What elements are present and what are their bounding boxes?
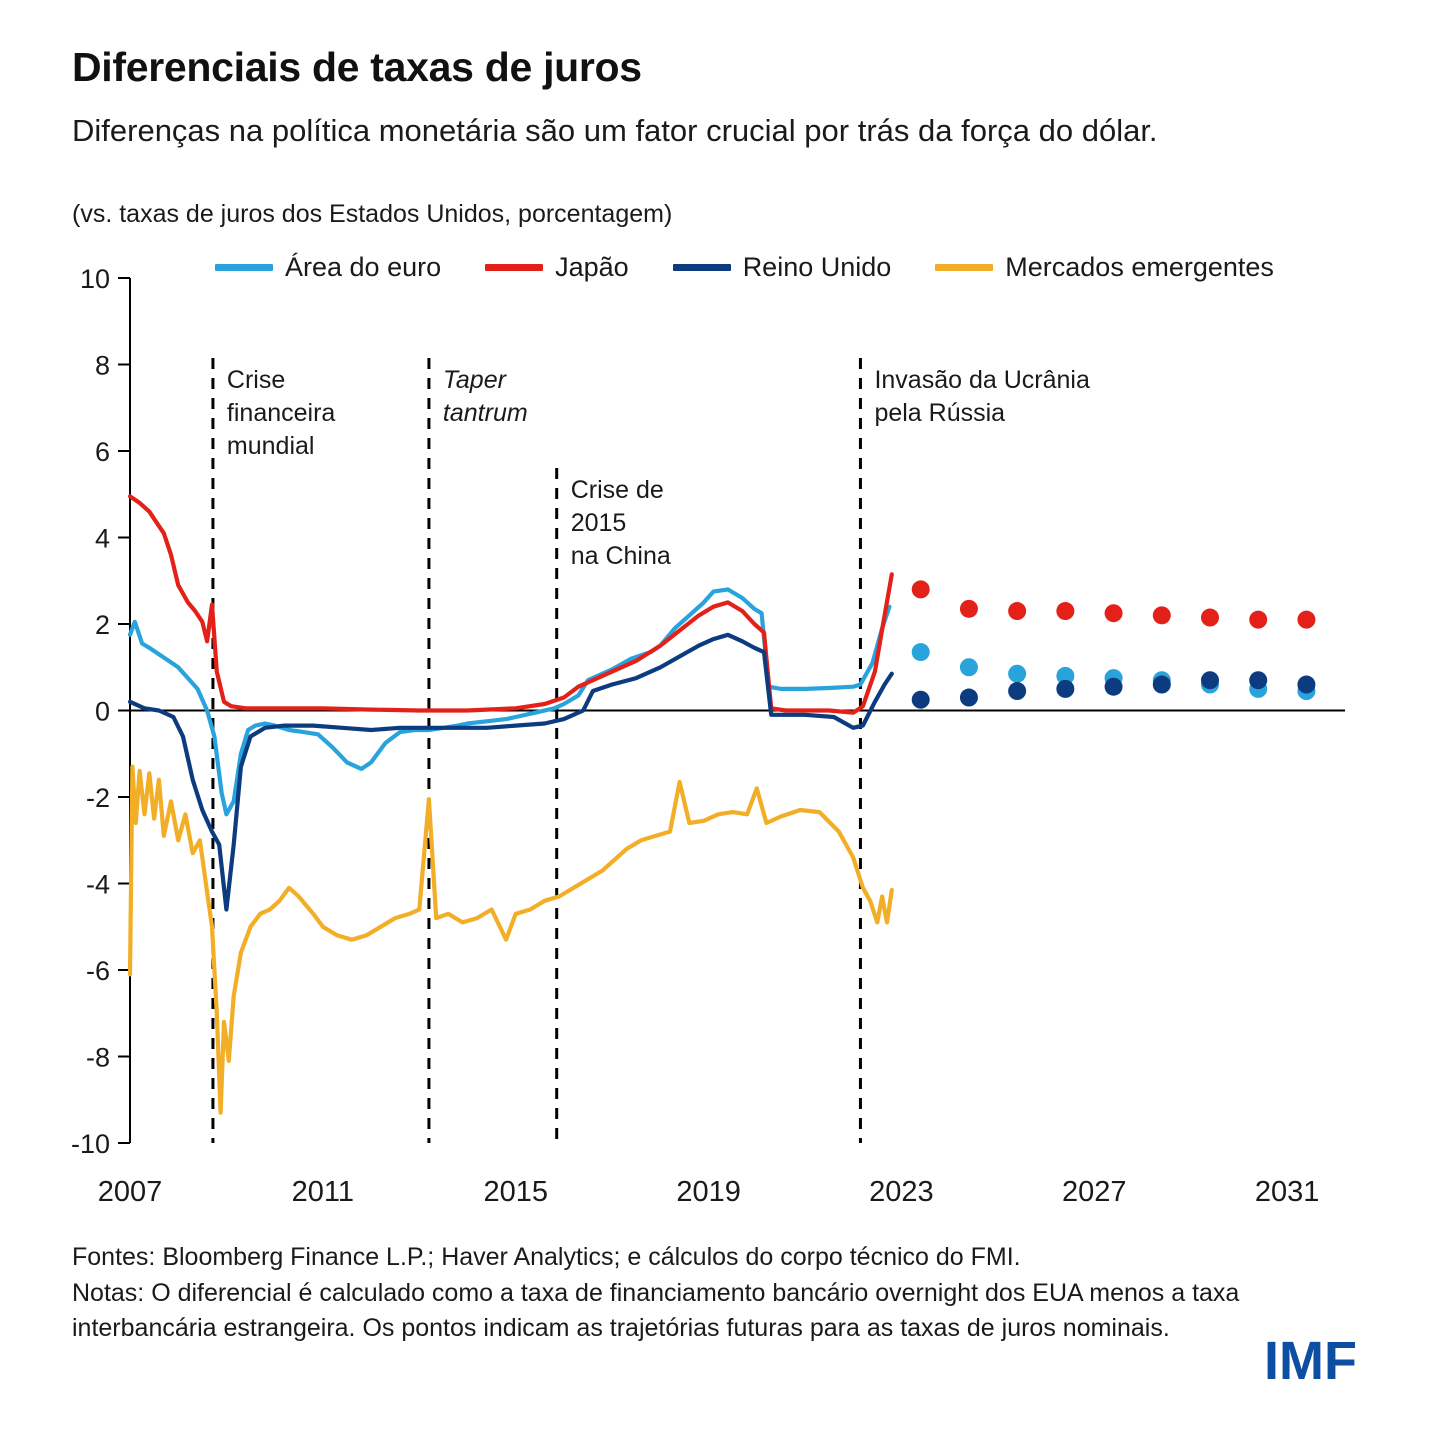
y-tick-label: -10 [70, 1129, 110, 1159]
x-tick-label: 2019 [676, 1176, 741, 1208]
x-tick-label: 2027 [1062, 1176, 1127, 1208]
footnote-notes: Notas: O diferencial é calculado como a taxa de financiamento bancário overnight dos EUA menos a taxa interbancária estrangeira. Os pontos indicam as trajetórias futuras para as taxas de juros nominais. [72, 1278, 1240, 1342]
forecast-dot [960, 689, 978, 707]
forecast-dot [1153, 606, 1171, 624]
imf-logo: IMF [1264, 1331, 1357, 1391]
y-tick-label: 8 [94, 350, 110, 381]
y-tick-label: 6 [94, 437, 110, 467]
event-markers [213, 358, 861, 1143]
forecast-dot [1056, 602, 1074, 620]
series-lines [130, 496, 892, 1112]
forecast-dot [1297, 611, 1315, 629]
y-tick-label: -8 [85, 1042, 110, 1073]
annotation-china2015: na China [570, 542, 671, 570]
forecast-dot [912, 643, 930, 661]
forecast-dot [1008, 665, 1026, 683]
series-line-mercados-emergentes [130, 767, 892, 1113]
x-tick-label: 2031 [1254, 1176, 1320, 1208]
y-tick-label: 4 [94, 523, 110, 554]
forecast-dot [1249, 671, 1267, 689]
annotation-ukraine: pela Rússia [874, 399, 1006, 427]
forecast-dot [1249, 680, 1267, 698]
forecast-dot [1153, 671, 1171, 689]
legend-item-euro-area[interactable] [215, 252, 441, 283]
forecast-dot [1201, 676, 1219, 694]
annotation-ukraine: Invasão da Ucrânia [874, 366, 1090, 394]
forecast-dot [960, 658, 978, 676]
legend-label-japan: Japão [555, 252, 629, 282]
y-tick-label: 10 [79, 264, 110, 294]
forecast-dot [1201, 609, 1219, 627]
forecast-dot [1056, 680, 1074, 698]
legend-label-emerging: Mercados emergentes [1005, 252, 1274, 282]
page-title: Diferenciais de taxas de juros [72, 44, 642, 90]
legend-item-uk[interactable] [673, 252, 892, 283]
forecast-dot [1105, 678, 1123, 696]
legend-label-euro-area: Área do euro [285, 252, 442, 282]
series-line-reino-unido [130, 635, 892, 910]
legend-swatch-uk [673, 264, 731, 271]
legend-label-uk: Reino Unido [742, 252, 892, 282]
forecast-dot [1153, 676, 1171, 694]
page-subtitle: Diferenças na política monetária são um fator crucial por trás da força do dólar. [72, 113, 1158, 148]
forecast-dot [1201, 671, 1219, 689]
x-tick-label: 2011 [291, 1176, 355, 1208]
footnote-sources: Fontes: Bloomberg Finance L.P.; Haver Analytics; e cálculos do corpo técnico do FMI. [72, 1243, 1021, 1271]
forecast-dot [960, 600, 978, 618]
forecast-dot [912, 580, 930, 598]
y-tick-label: -2 [85, 783, 110, 813]
annotation-gfc: mundial [226, 432, 315, 460]
forecast-dot [1249, 611, 1267, 629]
annotation-taper: tantrum [442, 399, 528, 427]
y-tick-label: 0 [94, 696, 110, 727]
legend-item-emerging[interactable] [935, 252, 1274, 283]
series-line-japão [130, 496, 892, 712]
legend-swatch-emerging [935, 264, 993, 271]
forecast-dot [1008, 602, 1026, 620]
annotation-labels [227, 366, 1090, 570]
x-tick-label: 2015 [483, 1176, 548, 1208]
annotation-china2015: Crise de [570, 476, 664, 504]
forecast-dots [912, 580, 1316, 708]
series-line-área-do-euro [130, 589, 889, 814]
y-tick-label: -4 [85, 869, 110, 900]
x-tick-label: 2007 [97, 1176, 163, 1208]
y-axis [71, 264, 1345, 1159]
chart-legend [215, 252, 1274, 283]
legend-swatch-japan [485, 264, 543, 271]
forecast-dot [1056, 667, 1074, 685]
forecast-dot [1008, 682, 1026, 700]
x-axis [98, 1176, 1320, 1208]
legend-swatch-euro-area [215, 264, 273, 271]
legend-item-japan[interactable] [485, 252, 629, 283]
annotation-gfc: financeira [226, 399, 336, 427]
forecast-dot [1297, 682, 1315, 700]
axis-units-label: (vs. taxas de juros dos Estados Unidos, porcentagem) [72, 200, 673, 228]
footnotes [72, 1240, 1252, 1347]
y-tick-label: 2 [94, 610, 110, 640]
y-tick-label: -6 [85, 956, 110, 986]
forecast-dot [1297, 676, 1315, 694]
annotation-taper: Taper [442, 366, 506, 394]
annotation-china2015: 2015 [570, 509, 627, 537]
forecast-dot [1105, 669, 1123, 687]
x-tick-label: 2023 [869, 1176, 934, 1208]
forecast-dot [912, 691, 930, 709]
forecast-dot [1105, 604, 1123, 622]
annotation-gfc: Crise [226, 366, 286, 394]
